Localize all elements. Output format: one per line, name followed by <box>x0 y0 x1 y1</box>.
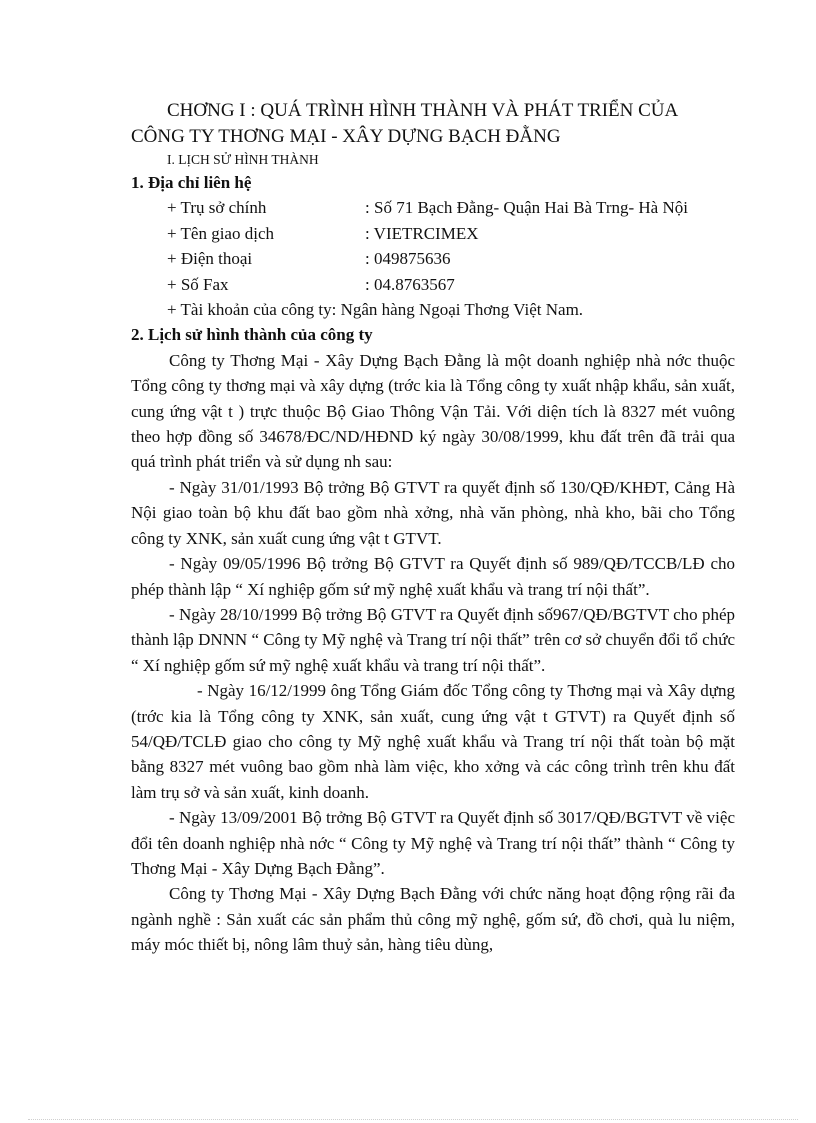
paragraph: - Ngày 16/12/1999 ông Tổng Giám đốc Tổng công ty Thơng mại và Xây dựng (trớc kia là Tổng công ty XNK, sản xuất, cung ứng vật t GTVT) ra Quyết định số 54/QĐ/TCLĐ giao cho công ty Mỹ nghệ xuất khẩu và Trang trí nội thất toàn bộ mặt bằng 8327 mét vuông bao gồm nhà làm việc, kho xởng và các công trình trên khu đất làm trụ sở và sản xuất, kinh doanh. <box>131 681 735 802</box>
paragraph: Công ty Thơng Mại - Xây Dựng Bạch Đằng là một doanh nghiệp nhà nớc thuộc Tổng công ty thơng mại và xây dựng (trớc kia là Tổng công ty xuất nhập khẩu, sản xuất, cung ứng vật t ) trực thuộc Bộ Giao Thông Vận Tải. Với diện tích là 8327 mét vuông theo hợp đồng số 34678/ĐC/ND/HĐND ký ngày 30/08/1999, khu đất trên đã trải qua quá trình phát triển và sử dụng nh sau: <box>131 350 735 472</box>
paragraph: - Ngày 28/10/1999 Bộ trởng Bộ GTVT ra Quyết định số967/QĐ/BGTVT cho phép thành lập DNNN “ Công ty Mỹ nghệ và Trang trí nội thất” trên cơ sở chuyển đổi tổ chức “ Xí nghiệp gốm sứ mỹ nghệ xuất khẩu và trang trí nội thất”. <box>131 604 735 675</box>
contact-list <box>131 195 735 322</box>
contact-row <box>131 221 735 246</box>
heading-contact: 1. Địa chỉ liên hệ <box>131 173 252 192</box>
contact-row <box>131 246 735 271</box>
contact-value: : 049875636 <box>365 246 735 271</box>
contact-label: + Trụ sở chính <box>167 198 267 218</box>
page-bottom-divider <box>28 1119 798 1120</box>
contact-row <box>131 272 735 297</box>
paragraph: - Ngày 31/01/1993 Bộ trởng Bộ GTVT ra quyết định số 130/QĐ/KHĐT, Cảng Hà Nội giao toàn bộ khu đất bao gồm nhà xởng, nhà văn phòng, nhà kho, bãi cho Tổng công ty XNK, sản xuất cung ứng vật t GTVT. <box>131 477 735 548</box>
chapter-title <box>131 98 735 150</box>
contact-row <box>131 195 735 220</box>
contact-label: + Tên giao dịch <box>167 223 274 243</box>
chapter-title-line-1: CHƠNG I : QUÁ TRÌNH HÌNH THÀNH VÀ PHÁT TRIỂN CỦA <box>167 100 679 121</box>
contact-value: : VIETRCIMEX <box>365 221 735 246</box>
section-heading: I. LỊCH SỬ HÌNH THÀNH <box>167 152 319 167</box>
paragraph: - Ngày 13/09/2001 Bộ trởng Bộ GTVT ra Quyết định số 3017/QĐ/BGTVT về việc đổi tên doanh nghiệp nhà nớc “ Công ty Mỹ nghệ và Trang trí nội thất” thành “ Công ty Thơng Mại - Xây Dựng Bạch Đằng”. <box>131 808 735 878</box>
document-body <box>131 98 735 958</box>
contact-label: + Điện thoại <box>167 249 253 269</box>
contact-row <box>131 297 735 322</box>
contact-label: + Tài khoản của công ty <box>167 300 332 320</box>
paragraph: Công ty Thơng Mại - Xây Dựng Bạch Đằng với chức năng hoạt động rộng rãi đa ngành nghề : Sản xuất các sản phẩm thủ công mỹ nghệ, gốm sứ, đồ chơi, quà lu niệm, máy móc thiết bị, nông lâm thuỷ sản, hàng tiêu dùng, <box>131 884 735 955</box>
contact-value: : Số 71 Bạch Đằng- Quận Hai Bà Trng- Hà Nội <box>365 195 735 220</box>
chapter-title-line-2: CÔNG TY THƠNG MẠI - XÂY DỰNG BẠCH ĐẰNG <box>131 126 561 147</box>
contact-label: + Số Fax <box>167 274 229 294</box>
contact-value: : 04.8763567 <box>365 272 735 297</box>
contact-value: : Ngân hàng Ngoại Thơng Việt Nam. <box>332 297 735 322</box>
paragraph: - Ngày 09/05/1996 Bộ trởng Bộ GTVT ra Quyết định số 989/QĐ/TCCB/LĐ cho phép thành lập “ Xí nghiệp gốm sứ mỹ nghệ xuất khẩu và trang trí nội thất”. <box>131 554 735 599</box>
heading-history: 2. Lịch sử hình thành của công ty <box>131 325 373 345</box>
